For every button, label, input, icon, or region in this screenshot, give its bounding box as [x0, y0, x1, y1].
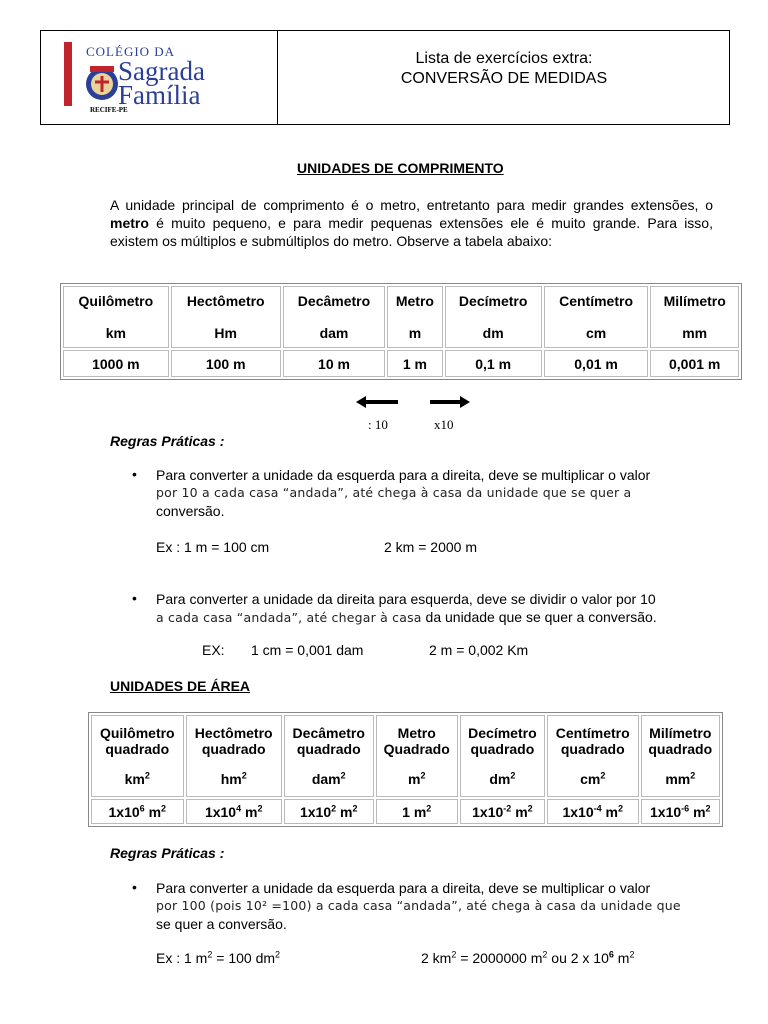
- area-unit-symbol-wrap: [187, 771, 281, 787]
- area-unit-header: [376, 715, 458, 797]
- length-unit-name: Quilômetro: [78, 293, 154, 309]
- length-unit-value: 1000 m: [63, 350, 169, 377]
- length-unit-symbol: cm: [585, 325, 607, 341]
- area-value-unit: m: [245, 803, 258, 820]
- area-unit-symbol-exp: 2: [690, 770, 696, 781]
- length-example1-b: 2 km = 2000 m: [384, 539, 477, 555]
- length-unit-symbol: mm: [682, 325, 708, 341]
- length-unit-symbol: dm: [482, 325, 504, 341]
- length-rule2-line2a: a cada casa “andada”, até chegar à casa: [156, 610, 422, 625]
- area-unit-name: Milímetro: [649, 725, 712, 741]
- area-value-base: 1 m: [402, 803, 427, 820]
- area-unit-symbol: hm: [220, 771, 242, 787]
- area-unit-name: Metro: [397, 725, 436, 741]
- area-unit-qualifier: quadrado: [296, 741, 361, 757]
- area-value-base: 1x10: [204, 803, 237, 820]
- area-value-unit-exp: 2: [352, 802, 358, 813]
- area-value-unit-exp: 2: [527, 802, 533, 813]
- length-unit-name: Hectômetro: [186, 293, 265, 309]
- area-value-base: 1x10: [472, 803, 504, 820]
- area-unit-symbol-exp: 2: [600, 770, 606, 781]
- area-example-a2: = 100 dm: [212, 950, 276, 966]
- area-value-exp: 2: [331, 802, 337, 813]
- area-unit-name: Quilômetro: [99, 725, 175, 741]
- area-unit-header: [460, 715, 545, 797]
- area-unit-value: [460, 799, 545, 824]
- length-intro-a: A unidade principal de comprimento é o metro, entretanto para medir grandes extensões, o: [110, 197, 713, 213]
- area-unit-qualifier: quadrado: [105, 741, 170, 757]
- length-unit-value: 0,001 m: [650, 350, 739, 377]
- area-value-unit-exp: 2: [257, 802, 263, 813]
- area-unit-header: [186, 715, 282, 797]
- school-logo: [62, 40, 222, 118]
- length-rule2: [156, 590, 736, 627]
- area-example-b4-exp: 2: [629, 949, 635, 960]
- area-unit-symbol-wrap: [548, 771, 638, 787]
- area-example-b4: m: [613, 950, 630, 966]
- area-unit-symbol-wrap: [92, 771, 183, 787]
- area-value-exp: -4: [593, 802, 602, 813]
- logo-line1: COLÉGIO DA: [86, 44, 176, 59]
- length-example1-a: Ex : 1 m = 100 cm: [156, 539, 270, 555]
- length-unit-name: Decímetro: [458, 293, 528, 309]
- length-table: [61, 284, 741, 379]
- length-intro-b: é muito pequeno, e para medir pequenas extensões ele é muito grande. Para isso, existem os múltiplos e submúltiplos do metro. Observe a tabela abaixo:: [110, 215, 713, 249]
- area-unit-value: [284, 799, 374, 824]
- area-unit-header: [641, 715, 720, 797]
- length-unit-symbol: km: [105, 325, 126, 341]
- length-example2-a: 1 cm = 0,001 dam: [251, 642, 364, 658]
- length-rule1-line3: conversão.: [156, 503, 225, 519]
- area-example-a1: Ex : 1 m: [156, 950, 208, 966]
- area-rule1-line1: Para converter a unidade da esquerda para a direita, deve se multiplicar o valor: [156, 880, 651, 896]
- length-unit-value: 1 m: [387, 350, 442, 377]
- area-unit-value: [186, 799, 282, 824]
- length-rules-title: Regras Práticas :: [110, 433, 225, 449]
- area-unit-symbol-exp: 2: [144, 770, 150, 781]
- length-intro-bold: metro: [110, 215, 149, 231]
- area-unit-qualifier: quadrado: [648, 741, 713, 757]
- area-value-base: 1x10: [562, 803, 594, 820]
- area-table: [89, 713, 722, 826]
- area-example-b2: = 2000000 m: [456, 950, 543, 966]
- length-unit-symbol: Hm: [214, 325, 237, 341]
- area-rules-title: Regras Práticas :: [110, 845, 225, 861]
- length-unit-value: 10 m: [283, 350, 386, 377]
- area-example-a: [156, 950, 280, 966]
- area-unit-qualifier: quadrado: [201, 741, 266, 757]
- area-unit-name: Decâmetro: [292, 725, 365, 741]
- area-unit-symbol-wrap: [285, 771, 373, 787]
- logo-line3: Família: [118, 80, 201, 110]
- arrow-right-icon: [428, 395, 472, 409]
- length-heading: UNIDADES DE COMPRIMENTO: [297, 160, 504, 176]
- area-unit-qualifier: quadrado: [470, 741, 535, 757]
- length-rule2-line1: Para converter a unidade da direita para esquerda, deve se dividir o valor por 10: [156, 591, 656, 607]
- bullet-dot: •: [132, 879, 137, 895]
- area-rule1: [156, 879, 736, 933]
- length-example2-b: 2 m = 0,002 Km: [429, 642, 529, 658]
- area-example-b1-exp: 2: [451, 949, 457, 960]
- area-unit-qualifier: quadrado: [560, 741, 625, 757]
- area-unit-symbol: mm: [665, 771, 691, 787]
- area-value-unit-exp: 2: [617, 802, 623, 813]
- area-table-frame: [88, 712, 723, 827]
- area-unit-symbol-exp: 2: [420, 770, 426, 781]
- area-example-b1: 2 km: [421, 950, 452, 966]
- length-unit-value: 0,1 m: [445, 350, 542, 377]
- area-unit-name: Centímetro: [555, 725, 630, 741]
- length-rule1-line2: por 10 a cada casa “andada”, até chega à casa da unidade que se quer a: [156, 485, 632, 500]
- length-unit-name: Milímetro: [663, 293, 726, 309]
- area-value-unit: m: [693, 803, 706, 820]
- area-value-unit-exp: 2: [705, 802, 711, 813]
- length-unit-name: Decâmetro: [297, 293, 371, 309]
- area-unit-symbol-exp: 2: [510, 770, 516, 781]
- area-value-unit: m: [515, 803, 528, 820]
- arrow-right-label: x10: [434, 417, 454, 432]
- area-unit-name: Decímetro: [468, 725, 537, 741]
- area-example-a2-exp: 2: [275, 949, 281, 960]
- length-intro: [110, 196, 713, 250]
- area-unit-header: [91, 715, 184, 797]
- length-rule1: [156, 466, 736, 520]
- area-value-unit: m: [340, 803, 353, 820]
- area-example-a1-exp: 2: [207, 949, 213, 960]
- area-unit-header: [284, 715, 374, 797]
- logo-line4: RECIFE-PE: [90, 106, 128, 114]
- area-unit-value: [91, 799, 184, 824]
- page-title-line2: CONVERSÃO DE MEDIDAS: [400, 70, 608, 87]
- area-unit-symbol-wrap: [377, 771, 457, 787]
- area-example-b3-exp: 6: [608, 949, 614, 960]
- area-value-base: 1x10: [299, 803, 332, 820]
- area-value-unit: m: [605, 803, 618, 820]
- area-unit-symbol-exp: 2: [241, 770, 247, 781]
- area-value-unit-exp: 2: [426, 802, 432, 813]
- area-unit-name: Hectômetro: [194, 725, 273, 741]
- area-unit-symbol-wrap: [642, 771, 719, 787]
- area-unit-header: [547, 715, 639, 797]
- area-example-b3: ou 2 x 10: [547, 950, 609, 966]
- length-unit-name: Metro: [395, 293, 434, 309]
- area-unit-value: [547, 799, 639, 824]
- area-value-base: 1x10: [650, 803, 682, 820]
- area-unit-qualifier: Quadrado: [383, 741, 450, 757]
- length-rule2-line2b: da unidade que se quer a conversão.: [421, 609, 657, 625]
- area-value-exp: 6: [139, 802, 145, 813]
- length-rule1-line1: Para converter a unidade da esquerda para a direita, deve se multiplicar o valor: [156, 467, 651, 483]
- area-example-b2-exp: 2: [542, 949, 548, 960]
- logo-line2: Sagrada: [118, 56, 205, 86]
- length-unit-value: 0,01 m: [544, 350, 649, 377]
- area-value-base: 1x10: [108, 803, 140, 820]
- area-unit-symbol: dam: [311, 771, 341, 787]
- area-unit-symbol: dm: [489, 771, 511, 787]
- area-rule1-line3: se quer a conversão.: [156, 916, 287, 932]
- area-value-unit-exp: 2: [161, 802, 167, 813]
- area-rule1-line2: por 100 (pois 10² =100) a cada casa “andada”, até chega à casa da unidade que: [156, 898, 681, 913]
- length-unit-symbol: dam: [319, 325, 349, 341]
- area-unit-symbol: km: [124, 771, 145, 787]
- area-value-exp: -6: [681, 802, 690, 813]
- page-title-line1: Lista de exercícios extra:: [415, 50, 593, 67]
- bullet-dot: •: [132, 590, 137, 606]
- length-unit-value: 100 m: [171, 350, 281, 377]
- area-unit-symbol: cm: [580, 771, 601, 787]
- area-unit-value: [641, 799, 720, 824]
- area-value-unit: m: [148, 803, 162, 820]
- area-unit-symbol-wrap: [461, 771, 544, 787]
- length-example2-label: EX:: [202, 642, 225, 658]
- length-unit-symbol: m: [408, 325, 422, 341]
- area-value-exp: -2: [503, 802, 512, 813]
- area-heading: UNIDADES DE ÁREA: [110, 678, 251, 694]
- area-value-exp: 4: [236, 802, 242, 813]
- length-unit-name: Centímetro: [559, 293, 634, 309]
- bullet-dot: •: [132, 466, 137, 482]
- area-unit-symbol-exp: 2: [340, 770, 346, 781]
- arrow-left-icon: [356, 395, 400, 409]
- area-unit-value: [376, 799, 458, 824]
- length-table-frame: [60, 283, 742, 380]
- arrow-left-label: : 10: [368, 417, 388, 432]
- area-example-b: [421, 950, 634, 966]
- area-unit-symbol: m: [408, 771, 421, 787]
